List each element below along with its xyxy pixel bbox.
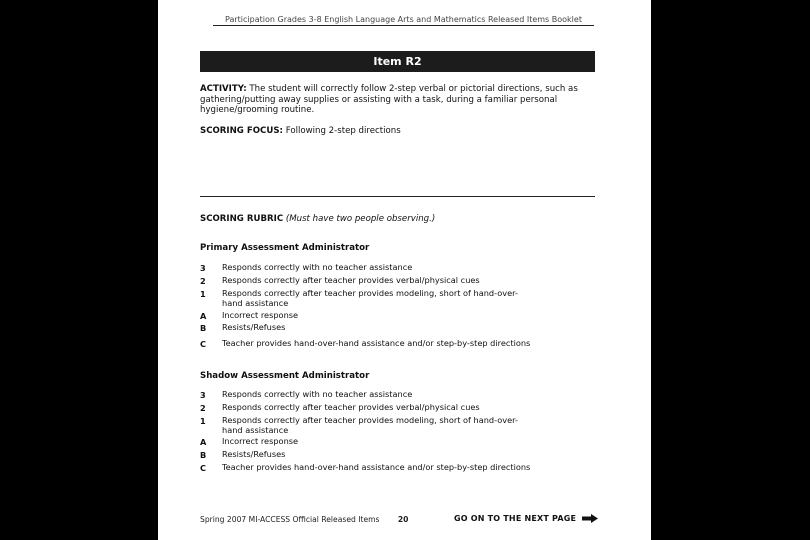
- rubric-text: Responds correctly with no teacher assistance: [222, 262, 413, 272]
- rubric-text: Incorrect response: [222, 436, 299, 446]
- footer-source-text: Spring 2007 MI-ACCESS Official Released Items: [200, 515, 380, 524]
- scoring-rubric-label: SCORING RUBRIC: [200, 214, 284, 224]
- go-on-next-page: [454, 514, 598, 523]
- rubric-code: C: [200, 339, 207, 349]
- go-on-text: GO ON TO THE NEXT PAGE: [454, 514, 577, 523]
- rubric-code: 1: [200, 289, 206, 299]
- item-title-bar: Item R2: [200, 51, 595, 72]
- rubric-code: 2: [200, 403, 206, 413]
- rubric-code: B: [200, 450, 207, 460]
- scoring-focus-label: SCORING FOCUS:: [200, 126, 283, 136]
- shadow-section-title: Shadow Assessment Administrator: [200, 371, 370, 381]
- activity-text: The student will correctly follow 2-step verbal or pictorial directions, such as gathering/putting away supplies or assisting with a task, during a familiar personal hygiene/grooming routine.: [200, 84, 578, 115]
- activity-paragraph: [200, 84, 595, 116]
- page-number: 20: [397, 515, 409, 524]
- scoring-rubric-heading: [200, 214, 435, 224]
- rubric-text: Responds correctly after teacher provides verbal/physical cues: [222, 275, 480, 285]
- rubric-code: A: [200, 437, 207, 447]
- divider: [200, 196, 595, 197]
- document-page: [158, 0, 651, 540]
- scoring-focus: [200, 126, 595, 136]
- footer-source: [200, 515, 408, 524]
- rubric-code: 2: [200, 276, 206, 286]
- primary-section-title: Primary Assessment Administrator: [200, 243, 370, 253]
- rubric-code: A: [200, 311, 207, 321]
- rubric-code: 1: [200, 416, 206, 426]
- rubric-code: 3: [200, 390, 206, 400]
- rubric-text: Responds correctly after teacher provides verbal/physical cues: [222, 402, 480, 412]
- rubric-text: Resists/Refuses: [222, 322, 286, 332]
- rubric-text: Responds correctly with no teacher assistance: [222, 389, 413, 399]
- rubric-code: C: [200, 463, 207, 473]
- rubric-text: Teacher provides hand-over-hand assistance and/or step-by-step directions: [222, 462, 531, 472]
- rubric-text: Teacher provides hand-over-hand assistance and/or step-by-step directions: [222, 338, 531, 348]
- rubric-text: Resists/Refuses: [222, 449, 286, 459]
- rubric-code: B: [200, 323, 207, 333]
- rubric-text: Responds correctly after teacher provides modeling, short of hand-over-hand assistance: [222, 288, 518, 308]
- rubric-text: Responds correctly after teacher provides modeling, short of hand-over-hand assistance: [222, 415, 518, 435]
- scoring-rubric-note: (Must have two people observing.): [285, 214, 436, 224]
- rubric-code: 3: [200, 263, 206, 273]
- running-header: Participation Grades 3-8 English Language Arts and Mathematics Released Items Booklet: [213, 15, 594, 26]
- activity-label: ACTIVITY:: [200, 84, 247, 94]
- scoring-focus-text: Following 2-step directions: [285, 126, 401, 136]
- rubric-text: Incorrect response: [222, 310, 299, 320]
- right-arrow-icon: [582, 514, 598, 523]
